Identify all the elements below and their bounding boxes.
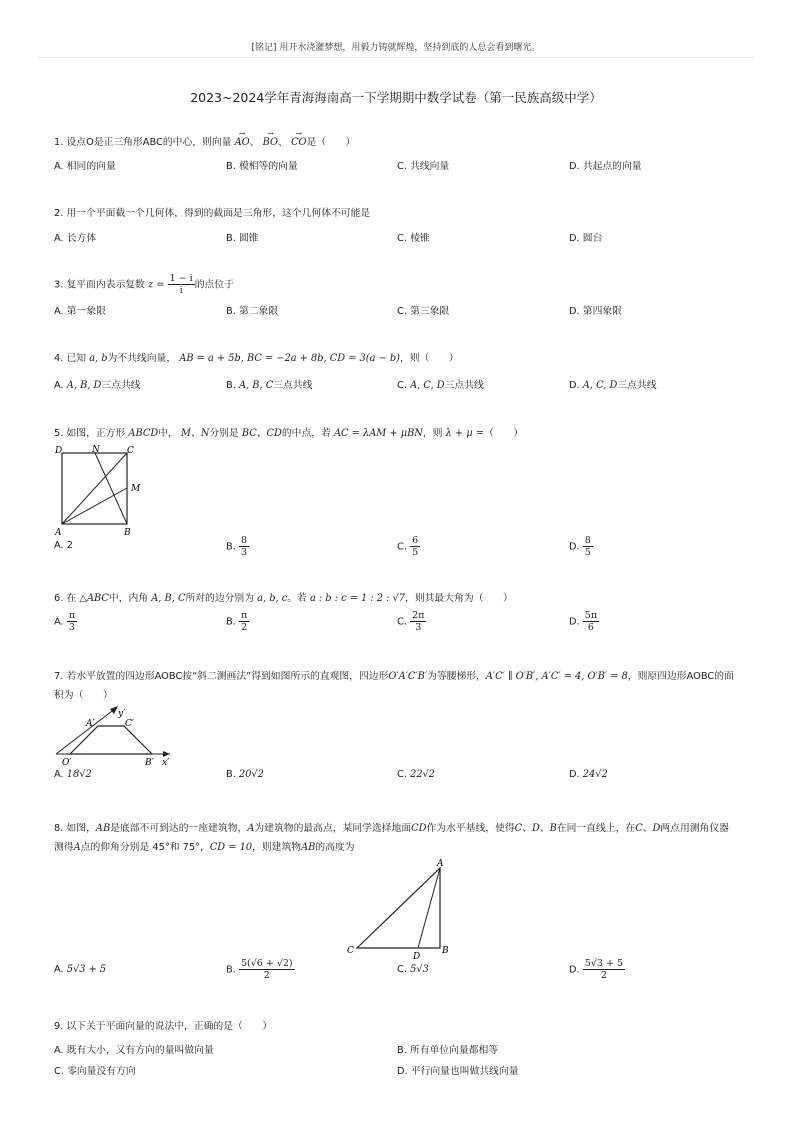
fraction bbox=[583, 958, 625, 981]
label-m: M bbox=[131, 484, 141, 494]
question-number: 2. bbox=[54, 208, 64, 219]
option-c[interactable]: C. 第三象限 bbox=[397, 306, 450, 317]
option-d[interactable]: D. 共起点的向量 bbox=[569, 161, 642, 172]
numerator: 2π bbox=[412, 610, 425, 621]
math-cd-length: CD = 10 bbox=[209, 842, 253, 853]
fraction bbox=[67, 610, 77, 633]
label-y: y′ bbox=[118, 709, 126, 719]
option-math: 22√2 bbox=[410, 769, 436, 780]
label-x: x′ bbox=[162, 758, 170, 768]
option-letter: A. bbox=[54, 769, 64, 780]
option-math: 20√2 bbox=[238, 769, 264, 780]
separator: 、 bbox=[249, 137, 260, 148]
option-text: 三点共线 bbox=[101, 380, 141, 391]
segment-am bbox=[62, 488, 127, 524]
denominator: 2 bbox=[600, 970, 607, 981]
question-4 bbox=[54, 352, 752, 366]
option-b[interactable]: B. 所有单位向量都相等 bbox=[397, 1045, 499, 1056]
numerator: 6 bbox=[412, 535, 419, 546]
option-a[interactable]: A. 长方体 bbox=[54, 233, 97, 244]
math-a2: A bbox=[73, 842, 81, 853]
numerator: 5π bbox=[584, 610, 598, 621]
question-text: 如图， bbox=[66, 823, 96, 834]
option-letter: C. bbox=[397, 769, 407, 780]
math-sides: a, b, c bbox=[257, 593, 288, 604]
numerator: 8 bbox=[240, 535, 248, 546]
question-text: 中， bbox=[158, 428, 178, 439]
math-conditions: A′C′ ∥ O′B′, A′C′ = 4, O′B′ = 8 bbox=[485, 671, 628, 682]
math-cd: CD bbox=[411, 823, 427, 834]
math-ab2: AB bbox=[301, 842, 316, 853]
option-math: 24√2 bbox=[582, 769, 608, 780]
option-d[interactable] bbox=[569, 535, 593, 558]
question-text: 复平面内表示复数 bbox=[66, 279, 145, 291]
label-o: O′ bbox=[62, 758, 72, 768]
option-letter: C. bbox=[397, 964, 407, 975]
fraction bbox=[239, 535, 249, 558]
option-c[interactable] bbox=[397, 377, 484, 391]
y-axis bbox=[56, 708, 116, 754]
fraction bbox=[583, 610, 599, 633]
question-text: 的高度为 bbox=[315, 842, 355, 853]
x-arrow bbox=[163, 751, 170, 757]
option-c[interactable]: C. 零向量没有方向 bbox=[54, 1066, 136, 1077]
option-a[interactable] bbox=[54, 964, 106, 975]
numerator: 8 bbox=[584, 535, 591, 546]
exam-title: 2023~2024学年青海海南高一下学期期中数学试卷（第一民族高级中学） bbox=[190, 90, 602, 105]
fraction bbox=[583, 535, 593, 558]
math-z: z = bbox=[147, 279, 165, 291]
question-text: 为等腰梯形， bbox=[427, 671, 486, 682]
fraction bbox=[239, 610, 249, 633]
option-letter: A. bbox=[54, 964, 64, 975]
header-divider bbox=[38, 57, 754, 58]
math-vectors: a, b bbox=[89, 353, 108, 364]
option-c[interactable]: C. 共线向量 bbox=[397, 161, 450, 172]
option-a[interactable] bbox=[54, 377, 141, 391]
question-text: 用一个平面截一个几何体，得到的截面是三角形，这个几何体不可能是 bbox=[66, 208, 371, 219]
numerator: 5(√6 + √2) bbox=[240, 958, 293, 969]
building-figure bbox=[340, 858, 460, 962]
denominator: 3 bbox=[68, 622, 75, 633]
question-2 bbox=[54, 207, 752, 221]
question-text: 在同一直线上，在 bbox=[556, 823, 636, 834]
option-letter: C. bbox=[397, 541, 407, 553]
option-d[interactable] bbox=[569, 610, 599, 633]
question-7 bbox=[54, 667, 738, 705]
math-mn: M、N bbox=[180, 428, 210, 439]
option-letter: B. bbox=[226, 964, 236, 976]
question-text: ，则建筑物 bbox=[252, 842, 302, 853]
denominator: 6 bbox=[587, 622, 594, 633]
option-d[interactable]: D. 平行向量也叫做共线向量 bbox=[397, 1066, 519, 1077]
question-text: ，则原四边形AOBC的面积为（ ） bbox=[54, 671, 734, 701]
denominator: 3 bbox=[415, 622, 422, 633]
trapezoid bbox=[70, 726, 152, 754]
option-b[interactable] bbox=[226, 535, 249, 558]
question-text: 点的仰角分别是 45°和 75°， bbox=[80, 842, 210, 853]
option-text: 三点共线 bbox=[617, 380, 657, 391]
math-angles: A, B, C bbox=[151, 593, 186, 604]
option-math: A, C, D bbox=[410, 380, 445, 391]
fraction bbox=[410, 535, 420, 558]
option-math: 5√3 + 5 bbox=[66, 964, 107, 975]
option-letter: B. bbox=[226, 769, 236, 780]
question-text: 分别是 bbox=[209, 428, 239, 439]
denominator: 2 bbox=[241, 622, 248, 633]
denominator: 2 bbox=[263, 970, 270, 981]
question-number: 9. bbox=[54, 1021, 64, 1032]
numerator: π bbox=[240, 610, 248, 621]
option-math: A, B, C bbox=[238, 380, 274, 391]
option-letter: B. bbox=[226, 541, 236, 553]
separator: 、 bbox=[278, 137, 288, 148]
math-abcd: ABCD bbox=[128, 428, 159, 439]
math-a: A bbox=[247, 823, 255, 834]
question-text: 设点O是正三角形ABC的中心，则向量 bbox=[66, 137, 232, 148]
question-text: ，则其最大角为（ ） bbox=[405, 593, 513, 604]
numerator: π bbox=[68, 610, 76, 621]
option-letter: D. bbox=[569, 769, 580, 780]
label-a: A bbox=[437, 859, 444, 869]
option-d[interactable] bbox=[569, 958, 625, 981]
question-text: 的中点，若 bbox=[281, 428, 331, 439]
question-text: 为建筑物的最高点，某同学选择地面 bbox=[254, 823, 412, 834]
motto-banner: [铭记] 用开水浇灌梦想，用毅力铸就辉煌，坚持到底的人总会看到曙光。 bbox=[251, 43, 541, 53]
question-text: 在 bbox=[66, 593, 77, 604]
fraction bbox=[410, 610, 426, 633]
question-text: 为不共线向量， bbox=[107, 353, 177, 364]
option-b[interactable]: B. 第二象限 bbox=[226, 306, 279, 317]
option-letter: A. bbox=[54, 380, 64, 391]
option-text: 三点共线 bbox=[444, 380, 484, 391]
option-d[interactable] bbox=[569, 377, 657, 391]
option-a[interactable]: A. 2 bbox=[54, 540, 73, 551]
math-cdb: C、D、B bbox=[514, 823, 557, 834]
option-b[interactable] bbox=[226, 377, 312, 391]
question-text: 是底部不可到达的一座建筑物， bbox=[110, 823, 248, 834]
option-letter: B. bbox=[226, 616, 236, 628]
math-vector-equation: AC = λAM + μBN bbox=[333, 428, 423, 439]
question-number: 4. bbox=[54, 353, 64, 364]
option-b[interactable] bbox=[226, 769, 264, 780]
question-text: ，则（ ） bbox=[399, 353, 459, 364]
option-c[interactable] bbox=[397, 535, 420, 558]
math-ratio: a : b : c = 1 : 2 : √7 bbox=[309, 593, 406, 604]
question-text: 所对的边分别为 bbox=[185, 593, 255, 604]
question-8 bbox=[54, 819, 738, 857]
question-text: （ ） bbox=[483, 428, 524, 439]
option-letter: D. bbox=[569, 380, 580, 391]
question-9 bbox=[54, 1020, 752, 1034]
triangle-acb bbox=[357, 868, 440, 948]
option-a[interactable]: A. 第一象限 bbox=[54, 306, 106, 317]
question-number: 5. bbox=[54, 428, 64, 439]
question-6 bbox=[54, 592, 752, 606]
question-text: 若水平放置的四边形AOBC按“斜二测画法”得到如图所示的直观图，四边形 bbox=[66, 671, 389, 682]
math-bc-cd: BC、CD bbox=[241, 428, 282, 439]
option-d[interactable]: D. 第四象限 bbox=[569, 306, 622, 317]
fraction bbox=[239, 958, 295, 981]
denominator: 3 bbox=[240, 547, 248, 558]
option-math: 5√3 bbox=[410, 964, 429, 975]
fraction bbox=[168, 273, 195, 296]
question-1 bbox=[54, 136, 752, 150]
label-d: D bbox=[55, 446, 63, 456]
math-triangle: △ABC bbox=[79, 593, 109, 604]
option-c[interactable] bbox=[397, 964, 429, 975]
question-number: 6. bbox=[54, 593, 64, 604]
option-letter: C. bbox=[397, 380, 407, 391]
label-d: D bbox=[413, 952, 421, 962]
question-number: 8. bbox=[54, 823, 64, 834]
option-c[interactable] bbox=[397, 769, 435, 780]
numerator: 5√3 + 5 bbox=[584, 958, 623, 969]
label-b: B′ bbox=[145, 758, 154, 768]
option-math: A, C, D bbox=[582, 380, 618, 391]
label-a: A′ bbox=[86, 719, 95, 729]
option-a[interactable] bbox=[54, 610, 77, 633]
vector-ao: → AO bbox=[235, 136, 250, 150]
denominator: i bbox=[179, 285, 183, 296]
label-c: C′ bbox=[125, 719, 134, 729]
option-a[interactable]: A. 相同的向量 bbox=[54, 161, 116, 172]
question-number: 1. bbox=[54, 137, 64, 148]
oblique-figure bbox=[52, 702, 182, 768]
option-letter: B. bbox=[226, 380, 236, 391]
math-vector-equations: AB = a + 5b, BC = −2a + 8b, CD = 3(a − b) bbox=[179, 353, 400, 364]
question-text: 如图，正方形 bbox=[66, 428, 126, 439]
question-text: 以下关于平面向量的说法中，正确的是（ ） bbox=[66, 1021, 273, 1032]
segment-bn bbox=[95, 453, 127, 524]
question-text: 两点用测角仪器测得 bbox=[54, 823, 729, 853]
option-letter: D. bbox=[569, 964, 580, 976]
option-b[interactable] bbox=[226, 610, 249, 633]
denominator: 5 bbox=[584, 547, 591, 558]
question-text: 的点位于 bbox=[194, 279, 234, 291]
label-c: C bbox=[347, 946, 354, 956]
option-letter: A. bbox=[54, 616, 64, 628]
option-letter: D. bbox=[569, 541, 580, 553]
math-lambda-mu: λ + μ = bbox=[445, 428, 484, 439]
label-n: N bbox=[92, 445, 100, 455]
denominator: 5 bbox=[412, 547, 419, 558]
question-text: 作为水平基线，使得 bbox=[426, 823, 515, 834]
math-c-d: C、D bbox=[635, 823, 661, 834]
label-b: B bbox=[124, 528, 131, 538]
option-b[interactable] bbox=[226, 958, 295, 981]
question-number: 7. bbox=[54, 671, 64, 682]
segment-ad bbox=[418, 868, 440, 948]
math-ab: AB bbox=[95, 823, 111, 834]
option-math: A, B, D bbox=[66, 380, 102, 391]
segment-ac bbox=[62, 453, 127, 524]
question-text: ，则 bbox=[422, 428, 443, 439]
math-trapezoid: O′A′C′B′ bbox=[388, 671, 428, 682]
option-a[interactable]: A. 既有大小，又有方向的量叫做向量 bbox=[54, 1045, 214, 1056]
question-3 bbox=[54, 273, 752, 296]
option-c[interactable]: C. 棱锥 bbox=[397, 233, 430, 244]
option-b[interactable]: B. 圆锥 bbox=[226, 233, 259, 244]
option-b[interactable]: B. 模相等的向量 bbox=[226, 161, 298, 172]
label-a: A bbox=[55, 528, 62, 538]
numerator: 1 − i bbox=[169, 273, 193, 284]
option-letter: D. bbox=[569, 616, 580, 628]
label-c: C bbox=[127, 446, 134, 456]
y-arrow bbox=[110, 706, 118, 714]
option-a[interactable] bbox=[54, 769, 92, 780]
question-text: 是（ ） bbox=[306, 137, 356, 148]
question-number: 3. bbox=[54, 279, 64, 291]
question-5 bbox=[54, 427, 752, 441]
option-letter: C. bbox=[397, 616, 407, 628]
option-math: 18√2 bbox=[66, 769, 92, 780]
label-b: B bbox=[442, 946, 449, 956]
option-c[interactable] bbox=[397, 610, 426, 633]
option-d[interactable] bbox=[569, 769, 608, 780]
option-d[interactable]: D. 圆台 bbox=[569, 233, 603, 244]
question-text: 。若 bbox=[287, 593, 307, 604]
option-text: 三点共线 bbox=[273, 380, 313, 391]
question-text: 中，内角 bbox=[108, 593, 149, 604]
vector-co: → CO bbox=[291, 136, 307, 150]
vector-bo: → BO bbox=[263, 136, 278, 150]
square-figure bbox=[52, 442, 152, 540]
question-text: 已知 bbox=[66, 353, 87, 364]
